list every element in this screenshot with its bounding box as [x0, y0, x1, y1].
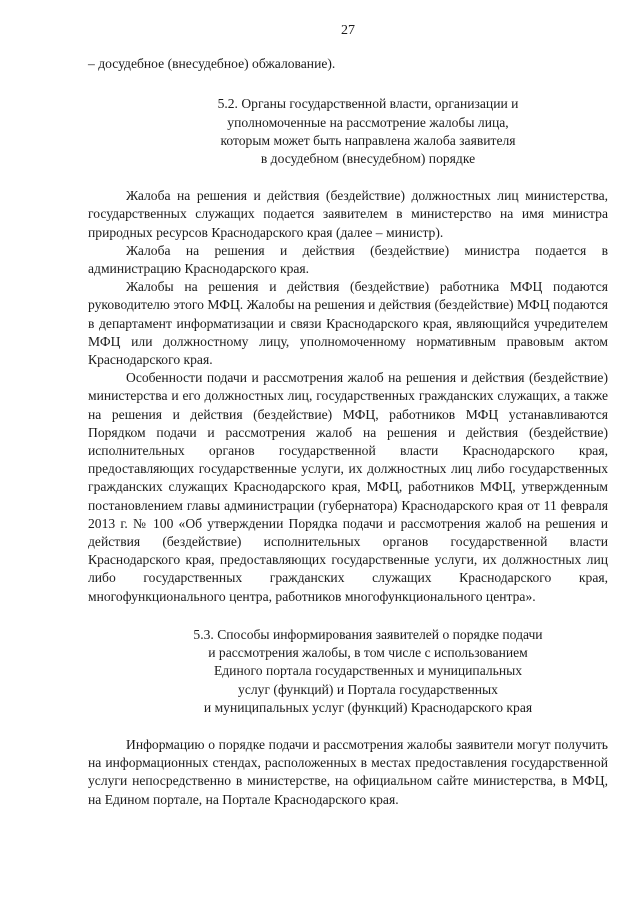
section-5-2 [88, 95, 608, 605]
heading-line: и муниципальных услуг (функций) Краснодарского края [203, 699, 533, 715]
paragraph: Жалоба на решения и действия (бездействие) должностных лиц министерства, государственных служащих подается заявителем в министерство на имя министра природных ресурсов Краснодарского края (далее – министр). [88, 188, 608, 240]
heading-line: и рассмотрения жалобы, в том числе с использованием [208, 645, 528, 661]
heading-line: Единого портала государственных и муниципальных [213, 663, 523, 679]
paragraph: Жалобы на решения и действия (бездействие) работника МФЦ подаются руководителю этого МФЦ. Жалобы на решения и действия (бездействие) МФЦ подаются в департамент информатизации и связи Краснодарского края, являющийся учредителем МФЦ или должностному лицу, уполномоченному нормативным правовым актом Краснодарского края. [88, 279, 608, 368]
section-5-3 [88, 626, 608, 809]
intro-line: – досудебное (внесудебное) обжалование). [88, 56, 336, 72]
heading-line: услуг (функций) и Портала государственных [238, 681, 498, 697]
paragraph: Особенности подачи и рассмотрения жалоб на решения и действия (бездействие) министерства и его должностных лиц, государственных гражданских служащих, а также на решения и действия (бездействие) МФЦ, работников МФЦ устанавливаются Порядком подачи и рассмотрения жалоб на решения и действия (бездействие) исполнительных органов государственной власти Краснодарского края, предоставляющих государственные услуги, их должностных лиц либо государственных гражданских служащих Краснодарского края, МФЦ, работников МФЦ, утвержденным постановлением главы администрации (губернатора) Краснодарского края от 11 февраля 2013 г. № 100 «Об утверждении Порядка подачи и рассмотрения жалоб на решения и действия (бездействие) исполнительных органов государственной власти Краснодарского края, предоставляющих государственные услуги, их должностных лиц либо государственных гражданских служащих Краснодарского края, многофункционального центра, работников многофункционального центра». [88, 370, 608, 604]
section-5-2-heading [88, 95, 608, 168]
page-number: 27 [341, 23, 355, 38]
document-page [88, 22, 608, 809]
paragraph: Жалоба на решения и действия (бездействие) министра подается в администрацию Краснодарского края. [88, 242, 608, 277]
heading-line: в досудебном (внесудебном) порядке [260, 151, 476, 167]
heading-line: 5.2. Органы государственной власти, организации и [217, 96, 519, 112]
heading-line: которым может быть направлена жалоба заявителя [220, 132, 516, 148]
heading-line: уполномоченные на рассмотрение жалобы лица, [227, 114, 509, 130]
heading-line: 5.3. Способы информирования заявителей о порядке подачи [193, 626, 543, 642]
section-5-3-heading [88, 626, 608, 717]
paragraph: Информацию о порядке подачи и рассмотрения жалобы заявители могут получить на информационных стендах, расположенных в местах предоставления государственной услуги непосредственно в министерстве, на официальном сайте министерства, в МФЦ, на Едином портале, на Портале Краснодарского края. [88, 736, 608, 807]
